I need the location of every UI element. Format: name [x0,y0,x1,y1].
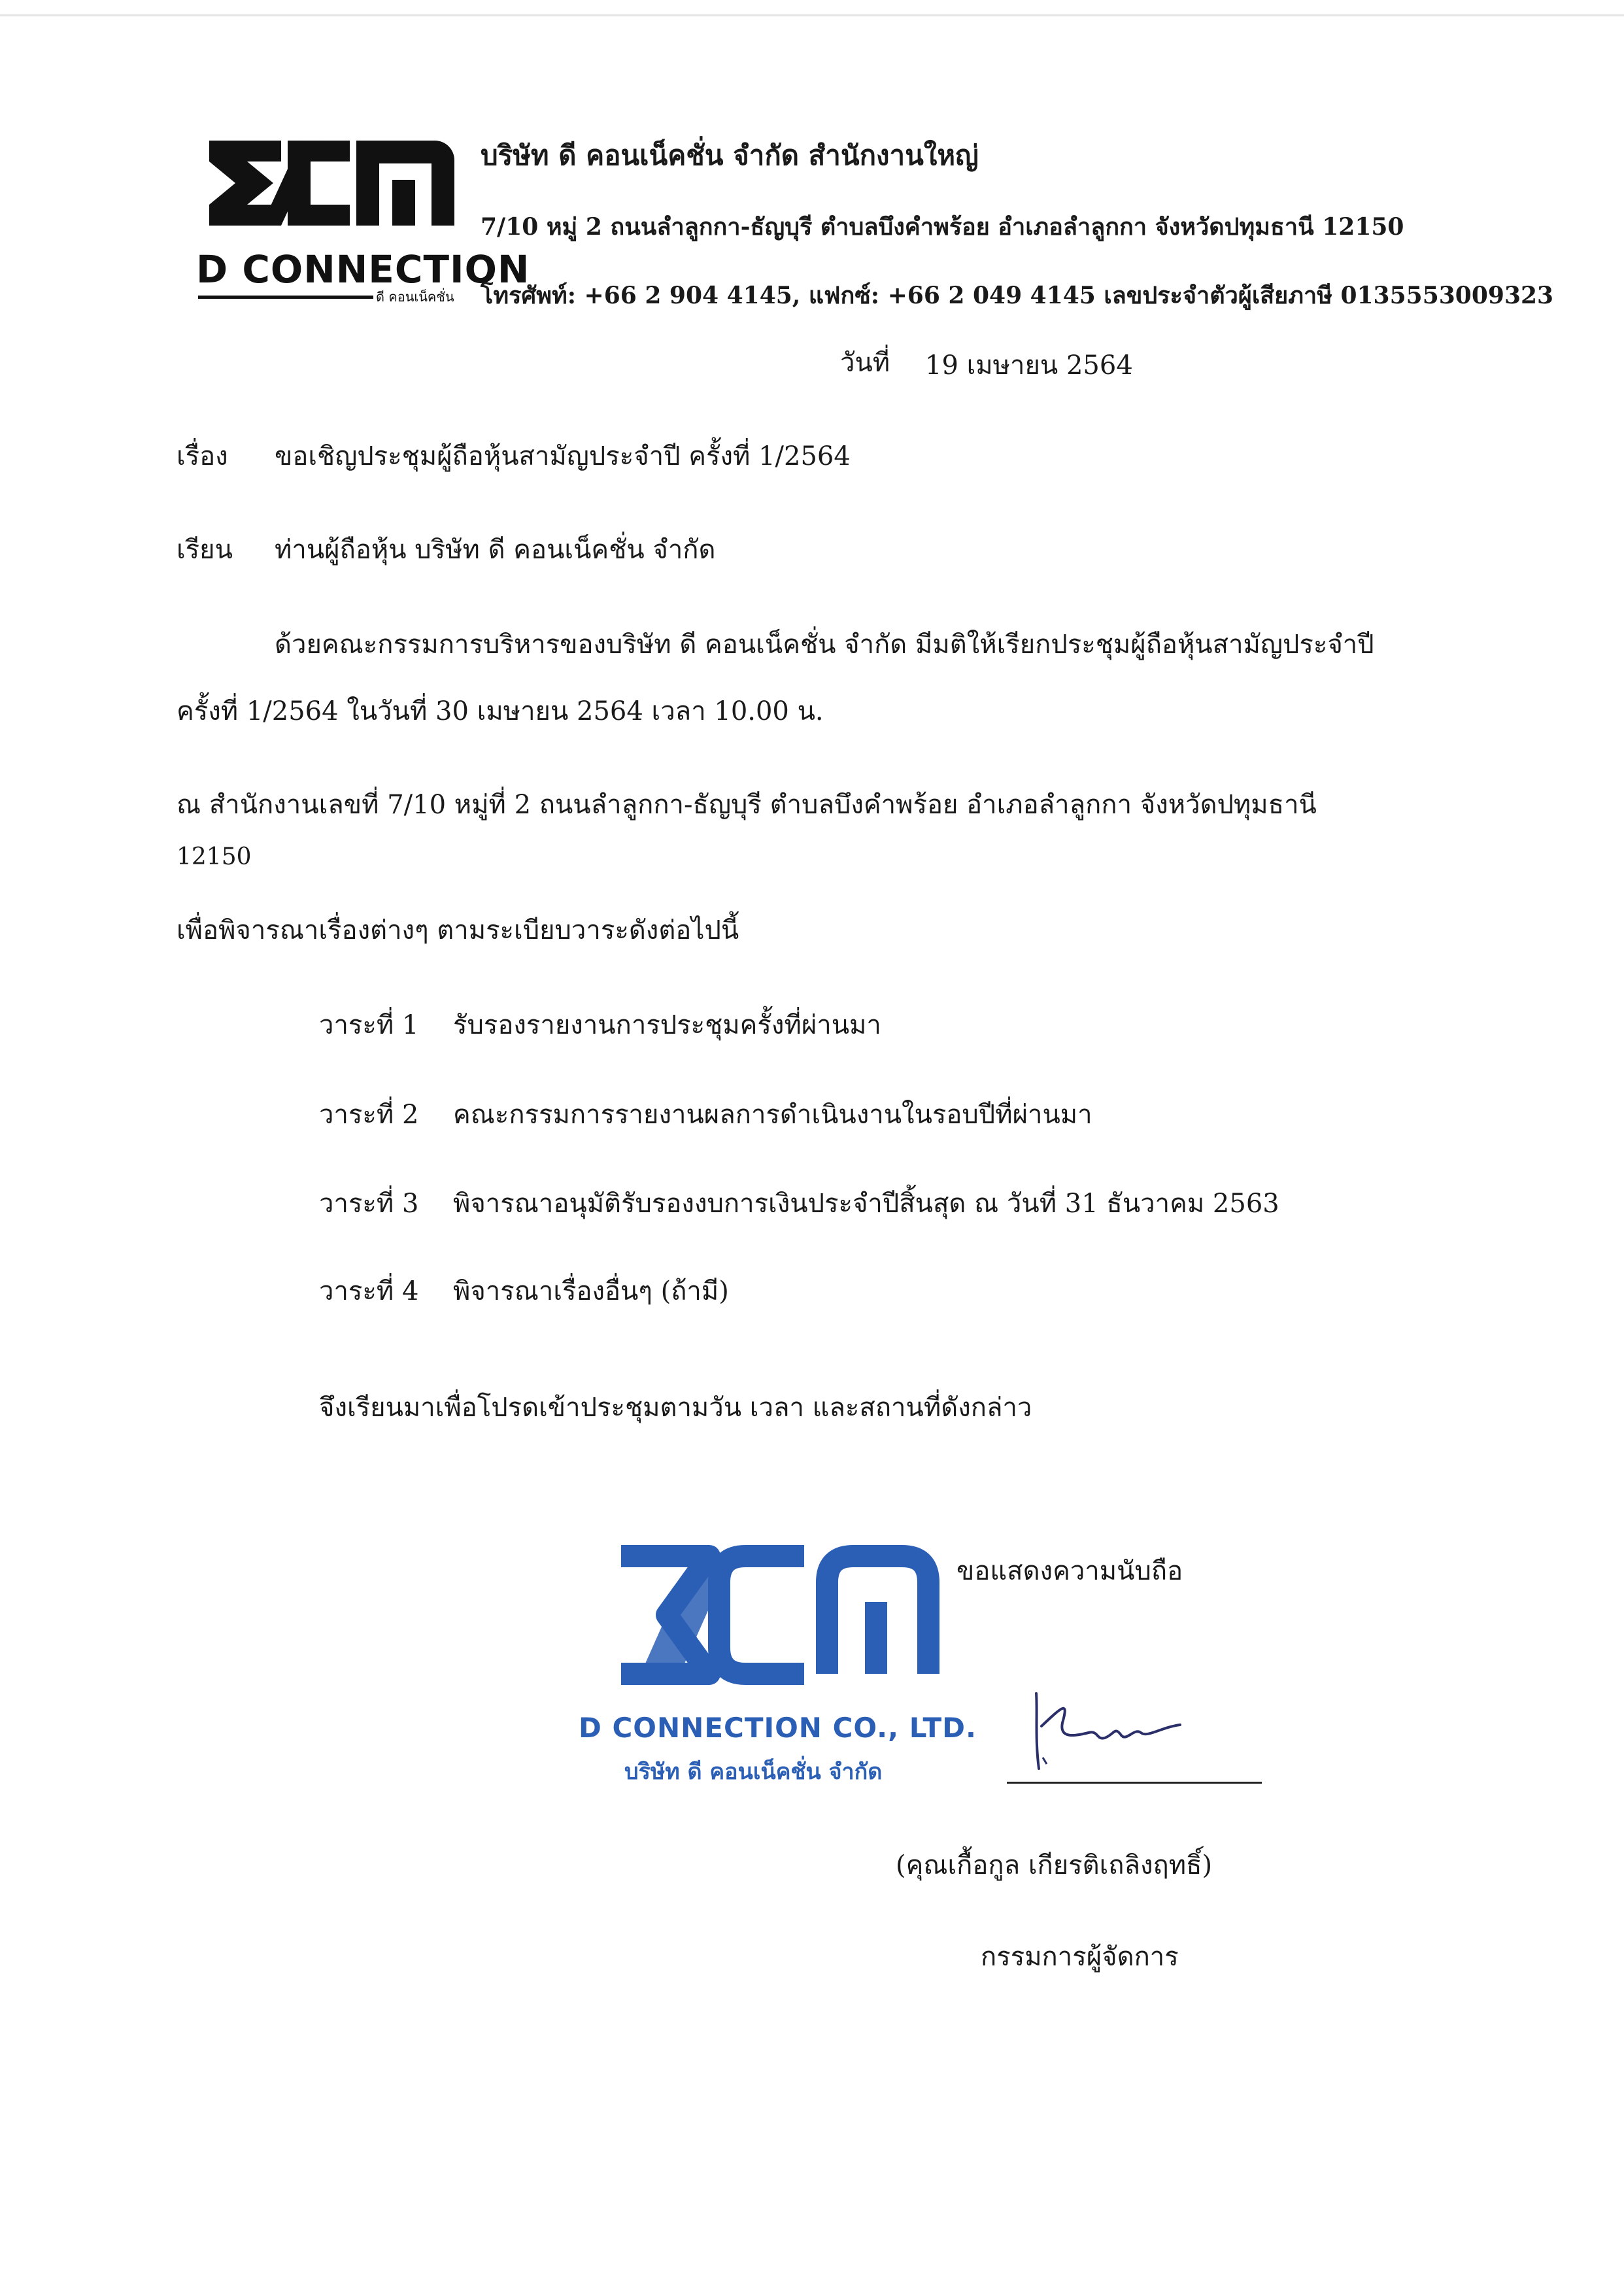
body-paragraph-1-line-2: ครั้งที่ 1/2564 ในวันที่ 30 เมษายน 2564 เวลา 10.00 น. [177,696,824,726]
agenda-text: พิจารณาเรื่องอื่นๆ (ถ้ามี) [453,1276,729,1306]
company-stamp [595,1530,961,1726]
logo-caption: D CONNECTION [196,247,530,292]
signatory-name: (คุณเกื้อกูล เกียรติเถลิงฤทธิ์) [896,1850,1213,1880]
scan-edge-line [0,14,1624,16]
date-value: 19 เมษายน 2564 [925,350,1133,381]
company-name: บริษัท ดี คอนเน็คชั่น จำกัด สำนักงานใหญ่ [481,139,979,171]
closing-text: จึงเรียนมาเพื่อโปรดเข้าประชุมตามวัน เวลา และสถานที่ดังกล่าว [319,1393,1032,1423]
signatory-title: กรรมการผู้จัดการ [981,1942,1179,1972]
body-paragraph-1-line-1: ด้วยคณะกรรมการบริหารของบริษัท ดี คอนเน็คชั่น จำกัด มีมติให้เรียกประชุมผู้ถือหุ้นสามัญประจำปี [275,630,1374,660]
agenda-text: พิจารณาอนุมัติรับรองงบการเงินประจำปีสิ้นสุด ณ วันที่ 31 ธันวาคม 2563 [453,1189,1279,1219]
agenda-text: คณะกรรมการรายงานผลการดำเนินงานในรอบปีที่ผ่านมา [453,1100,1092,1130]
company-contact: โทรศัพท์: +66 2 904 4145, แฟกซ์: +66 2 049 4145 เลขประจำตัวผู้เสียภาษี 0135553009323 [481,282,1554,309]
agenda-label: วาระที่ 3 [319,1189,419,1219]
agenda-label: วาระที่ 2 [319,1100,419,1130]
body-paragraph-2-line-1: ณ สำนักงานเลขที่ 7/10 หมู่ที่ 2 ถนนลำลูกกา-ธัญบุรี ตำบลบึงคำพร้อย อำเภอลำลูกกา จังหวัดปทุมธานี [177,790,1317,820]
signature-line [1007,1782,1262,1784]
body-paragraph-3: เพื่อพิจารณาเรื่องต่างๆ ตามระเบียบวาระดังต่อไปนี้ [177,915,739,945]
agenda-label: วาระที่ 4 [319,1276,419,1306]
agenda-text: รับรองรายงานการประชุมครั้งที่ผ่านมา [453,1010,881,1040]
logo-subtext: ดี คอนเน็คชั่น [376,289,454,305]
handwritten-signature [1023,1687,1193,1778]
subject-label: เรื่อง [177,441,228,471]
stamp-logo-mark [595,1530,961,1700]
recipient-label: เรียน [177,535,233,565]
recipient-text: ท่านผู้ถือหุ้น บริษัท ดี คอนเน็คชั่น จำกัด [275,535,716,565]
date-label: วันที่ [840,348,890,378]
body-paragraph-2-line-2: 12150 [177,843,252,870]
agenda-label: วาระที่ 1 [319,1010,419,1040]
dcn-logo-mark [196,127,471,239]
subject-text: ขอเชิญประชุมผู้ถือหุ้นสามัญประจำปี ครั้งที่ 1/2564 [275,441,851,471]
company-address: 7/10 หมู่ 2 ถนนลำลูกกา-ธัญบุรี ตำบลบึงคำพร้อย อำเภอลำลูกกา จังหวัดปทุมธานี 12150 [481,213,1404,241]
stamp-company-name-en: D CONNECTION CO., LTD. [579,1712,977,1744]
regards-text: ขอแสดงความนับถือ [956,1556,1183,1586]
stamp-company-name-th: บริษัท ดี คอนเน็คชั่น จำกัด [624,1759,883,1785]
logo-rule [198,296,373,299]
